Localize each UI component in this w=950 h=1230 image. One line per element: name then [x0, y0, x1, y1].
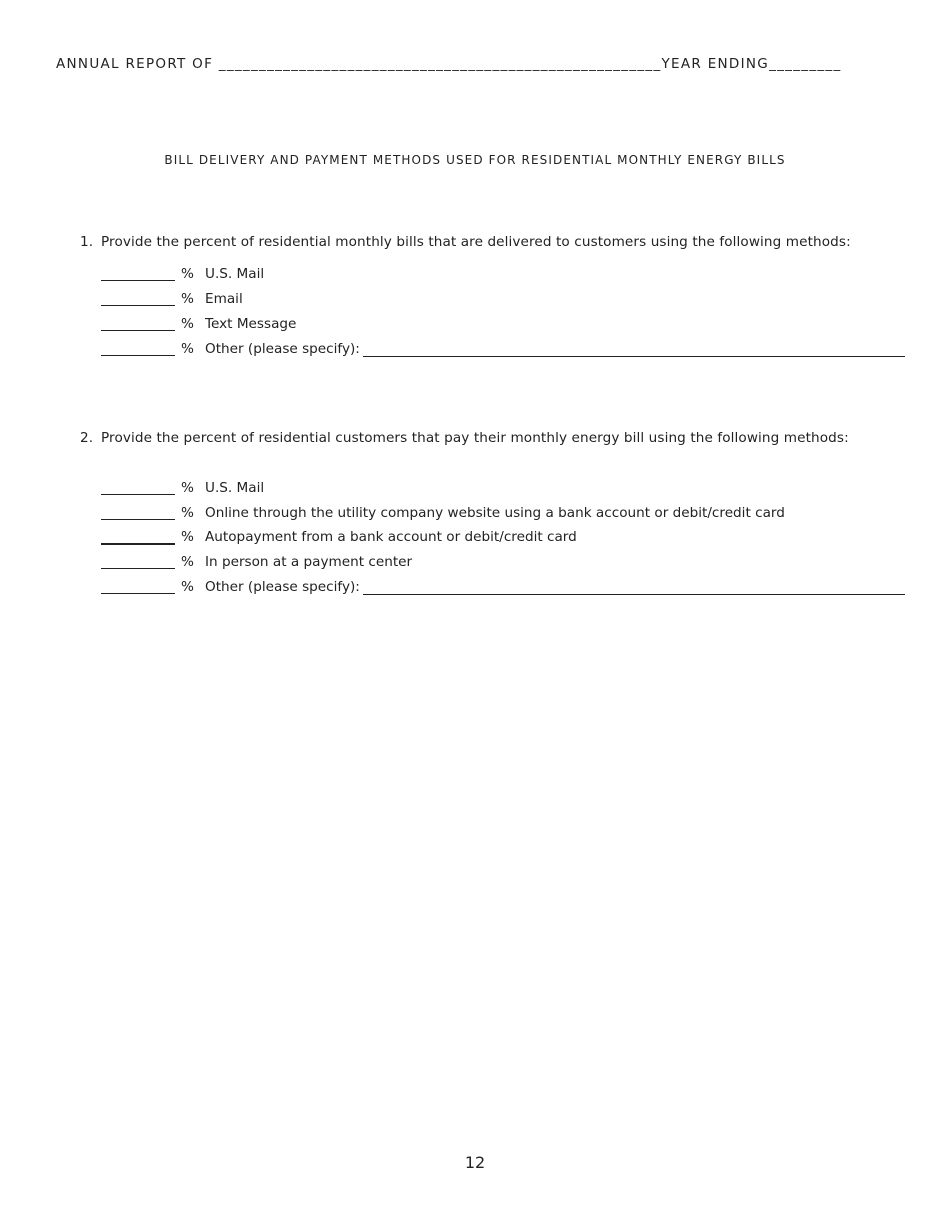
q2-us-mail-percent-input[interactable] — [101, 494, 175, 495]
q2-in-person-label: In person at a payment center — [205, 554, 413, 570]
report-header — [56, 56, 886, 72]
q2-other-percent-input[interactable] — [101, 593, 175, 594]
q1-text-message-percent-input[interactable] — [101, 330, 175, 331]
question-2-text: Provide the percent of residential customers that pay their monthly energy bill using the following methods: — [101, 430, 849, 446]
q2-autopayment-percent-input[interactable] — [101, 543, 175, 545]
percent-sign: % — [181, 291, 194, 307]
question-2-number: 2. — [80, 430, 94, 446]
q1-text-message-label: Text Message — [205, 316, 297, 332]
q1-other-specify-input[interactable] — [363, 356, 905, 357]
q1-other-label: Other (please specify): — [205, 341, 360, 357]
q1-us-mail-percent-input[interactable] — [101, 280, 175, 281]
percent-sign: % — [181, 316, 194, 332]
q2-online-percent-input[interactable] — [101, 519, 175, 520]
q1-email-percent-input[interactable] — [101, 305, 175, 306]
q2-us-mail-label: U.S. Mail — [205, 480, 265, 496]
question-1-text: Provide the percent of residential monthly bills that are delivered to customers using the following methods: — [101, 234, 851, 250]
percent-sign: % — [181, 480, 194, 496]
question-1-number: 1. — [80, 234, 94, 250]
q1-other-percent-input[interactable] — [101, 355, 175, 356]
q2-item-other — [101, 579, 911, 599]
q1-email-label: Email — [205, 291, 243, 307]
percent-sign: % — [181, 505, 194, 521]
year-ending-label: YEAR ENDING — [661, 56, 770, 72]
year-ending-input[interactable]: _________ — [769, 56, 842, 72]
q2-other-label: Other (please specify): — [205, 579, 360, 595]
page-title: BILL DELIVERY AND PAYMENT METHODS USED FOR RESIDENTIAL MONTHLY ENERGY BILLS — [164, 153, 786, 167]
q2-autopayment-label: Autopayment from a bank account or debit/credit card — [205, 529, 577, 545]
percent-sign: % — [181, 266, 194, 282]
percent-sign: % — [181, 341, 194, 357]
q2-in-person-percent-input[interactable] — [101, 568, 175, 569]
q2-online-label: Online through the utility company website using a bank account or debit/credit card — [205, 505, 785, 521]
percent-sign: % — [181, 529, 194, 545]
q1-us-mail-label: U.S. Mail — [205, 266, 265, 282]
question-2 — [80, 430, 940, 446]
question-1 — [80, 234, 940, 250]
annual-report-label: ANNUAL REPORT OF — [56, 56, 214, 72]
percent-sign: % — [181, 554, 194, 570]
report-of-input[interactable]: _______________________________________________________ — [218, 56, 662, 72]
q2-other-specify-input[interactable] — [363, 594, 905, 595]
q1-item-other — [101, 341, 911, 361]
percent-sign: % — [181, 579, 194, 595]
page-number: 12 — [464, 1153, 486, 1172]
